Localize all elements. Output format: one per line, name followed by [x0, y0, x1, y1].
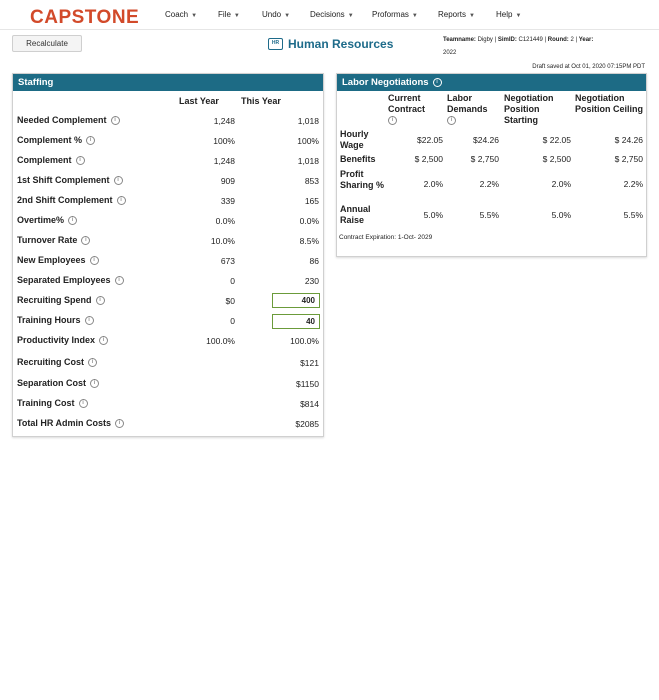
row-training-hours: Training Hours i 0 40: [13, 311, 323, 331]
annual-raise-starting[interactable]: 5.0%: [551, 210, 571, 220]
hourly-wage-ceiling[interactable]: $ 24.26: [614, 135, 643, 145]
page-title: Human Resources: [288, 37, 394, 51]
training-hours-input[interactable]: 40: [272, 314, 320, 329]
row-annual-raise: Annual Raise 5.0% 5.5% 5.0% 5.5%: [340, 204, 643, 225]
row-separated-employees: Separated Employees i 0 230: [17, 275, 319, 286]
row-separation-cost: Separation Cost i $1150: [17, 378, 319, 389]
info-icon[interactable]: i: [96, 296, 105, 305]
labor-negotiations-panel: [336, 73, 647, 257]
hourly-wage-starting[interactable]: $ 22.05: [542, 135, 571, 145]
row-total-hr-admin: Total HR Admin Costs i $2085: [17, 418, 319, 429]
menu-file[interactable]: File ▼: [218, 10, 240, 19]
menu-help[interactable]: Help ▼: [496, 10, 522, 19]
row-needed-complement: Needed Complement i 1,248 1,018: [17, 115, 319, 126]
col-negotiation-ceiling: Negotiation Position Ceiling: [575, 93, 644, 114]
labor-header: Labor Negotiations i: [337, 74, 646, 91]
col-negotiation-starting: Negotiation Position Starting: [504, 93, 554, 125]
info-icon[interactable]: i: [85, 316, 94, 325]
row-1st-shift: 1st Shift Complement i 909 853: [17, 175, 319, 186]
row-turnover-rate: Turnover Rate i 10.0% 8.5%: [17, 235, 319, 246]
col-current-contract: Current Contract i: [388, 93, 426, 124]
info-icon[interactable]: i: [447, 116, 456, 125]
recruiting-spend-input[interactable]: 400: [272, 293, 320, 308]
row-overtime: Overtime% i 0.0% 0.0%: [17, 215, 319, 226]
row-recruiting-cost: Recruiting Cost i $121: [17, 357, 319, 368]
info-icon[interactable]: i: [115, 276, 124, 285]
row-profit-sharing: Profit Sharing % 2.0% 2.2% 2.0% 2.2%: [340, 169, 643, 190]
info-icon[interactable]: i: [99, 336, 108, 345]
info-icon[interactable]: i: [68, 216, 77, 225]
info-icon[interactable]: i: [90, 379, 99, 388]
col-this-year: This Year: [241, 96, 281, 106]
menu-proformas[interactable]: Proformas ▼: [372, 10, 418, 19]
top-bar: [0, 0, 659, 30]
col-last-year: Last Year: [179, 96, 219, 106]
menu-decisions[interactable]: Decisions ▼: [310, 10, 354, 19]
annual-raise-ceiling[interactable]: 5.5%: [623, 210, 643, 220]
info-icon[interactable]: i: [388, 116, 397, 125]
hr-icon: HR: [268, 38, 283, 50]
row-2nd-shift: 2nd Shift Complement i 339 165: [17, 195, 319, 206]
team-info: Teamname: Digby | SimID: C121449 | Round: 2 | Year: 2022: [443, 37, 594, 56]
info-icon[interactable]: i: [79, 399, 88, 408]
menu-undo[interactable]: Undo ▼: [262, 10, 291, 19]
menu-reports[interactable]: Reports ▼: [438, 10, 475, 19]
info-icon[interactable]: i: [115, 419, 124, 428]
benefits-starting[interactable]: $ 2,500: [542, 154, 571, 164]
info-icon[interactable]: i: [111, 116, 120, 125]
row-hourly-wage: Hourly Wage $22.05 $24.26 $ 22.05 $ 24.26: [340, 129, 643, 150]
info-icon[interactable]: i: [114, 176, 123, 185]
info-icon[interactable]: i: [81, 236, 90, 245]
profit-sharing-ceiling[interactable]: 2.2%: [623, 179, 643, 189]
row-productivity-index: Productivity Index i 100.0% 100.0%: [17, 335, 319, 346]
info-icon[interactable]: i: [86, 136, 95, 145]
menu-coach[interactable]: Coach ▼: [165, 10, 198, 19]
staffing-header: Staffing: [13, 74, 323, 91]
col-labor-demands: Labor Demands i: [447, 93, 488, 124]
contract-expiration: Contract Expiration: 1-Oct- 2029: [339, 234, 433, 241]
row-benefits: Benefits $ 2,500 $ 2,750 $ 2,500 $ 2,750: [340, 154, 643, 164]
staffing-panel: [12, 73, 324, 437]
recalculate-button[interactable]: Recalculate: [12, 35, 82, 52]
row-complement: Complement i 1,248 1,018: [17, 155, 319, 166]
draft-status: Draft saved at Oct 01, 2020 07:15PM PDT: [532, 64, 645, 70]
info-icon[interactable]: i: [433, 78, 442, 87]
row-recruiting-spend: Recruiting Spend i $0 400: [13, 291, 323, 311]
profit-sharing-starting[interactable]: 2.0%: [551, 179, 571, 189]
row-training-cost: Training Cost i $814: [17, 398, 319, 409]
capstone-logo[interactable]: CAPSTONE: [30, 7, 140, 28]
benefits-ceiling[interactable]: $ 2,750: [614, 154, 643, 164]
info-icon[interactable]: i: [88, 358, 97, 367]
info-icon[interactable]: i: [117, 196, 126, 205]
row-new-employees: New Employees i 673 86: [17, 255, 319, 266]
info-icon[interactable]: i: [90, 256, 99, 265]
row-complement-pct: Complement % i 100% 100%: [17, 135, 319, 146]
info-icon[interactable]: i: [76, 156, 85, 165]
